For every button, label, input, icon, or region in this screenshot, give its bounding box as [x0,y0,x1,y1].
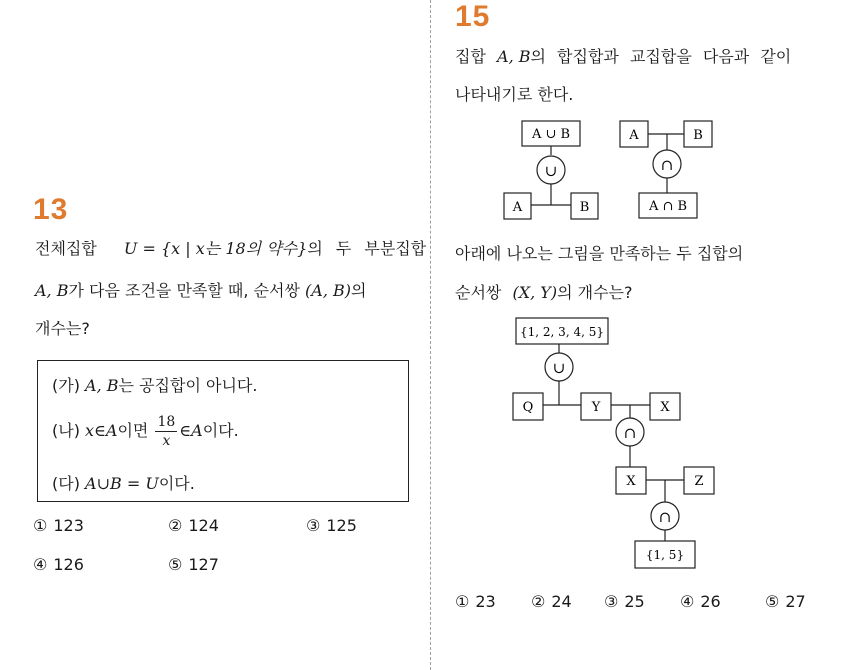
condition-math: A∪B = U [85,474,159,493]
legend-union [504,121,598,219]
choice-mark: ③ [604,592,619,611]
q15-math: A, B [497,47,531,66]
node-label: Z [694,474,704,489]
choice-mark: ① [455,592,470,611]
q15-text: 순서쌍 [455,283,502,302]
node-label: X [626,474,636,489]
q13-math: A, B [35,281,69,300]
q15-text: 집합 [455,47,486,66]
q15-stem-line-4 [455,280,632,303]
node-label: Y [591,400,601,415]
choice-mark: ⑤ [168,555,183,574]
choice-value: 27 [785,592,806,611]
q13-condition-ga [52,373,257,396]
choice-mark: ④ [680,592,695,611]
choice-value: 25 [624,592,645,611]
q13-stem-line-1 [35,236,426,259]
q13-conditions-box [37,360,409,502]
q13-text: 의 [351,281,367,300]
column-divider [430,0,431,670]
q15-text: 의 개수는? [557,283,633,302]
q15-text: 의 합집합과 교집합을 다음과 같이 [530,47,792,66]
choice-value: 125 [326,516,357,535]
choice-value: 123 [53,516,84,535]
q13-math: (A, B) [305,281,351,300]
node-label: B [579,200,590,215]
choice-mark: ⑤ [765,592,780,611]
q15-choice-1[interactable] [455,592,496,611]
condition-text: 이다. [202,421,239,440]
q15-legend-diagrams [500,115,730,225]
q13-text: 가 다음 조건을 만족할 때, 순서쌍 [68,281,300,300]
q13-condition-da [52,471,195,494]
choice-mark: ④ [33,555,48,574]
q13-stem-line-2 [35,278,366,301]
condition-text: 는 공집합이 아니다. [118,376,258,395]
operator-symbol: ∩ [623,424,637,442]
choice-mark: ① [33,516,48,535]
q13-choice-4[interactable] [33,555,84,574]
choice-mark: ③ [306,516,321,535]
q15-main-diagram [500,312,730,577]
condition-label: (다) [52,474,80,493]
q13-condition-na [52,413,239,450]
q13-choice-1[interactable] [33,516,84,535]
q13-stem-line-3: 개수는? [35,319,90,338]
q13-text: 전체집합 [35,239,97,258]
q15-stem-line-3: 아래에 나오는 그림을 만족하는 두 집합의 [455,244,744,263]
q13-universal-set: U = {x | x는 18의 약수} [123,239,308,258]
condition-text: 이면 [117,421,149,440]
node-label: B [693,128,703,143]
node-label: X [660,400,670,415]
condition-math: A, B [85,376,119,395]
choice-value: 26 [700,592,721,611]
q15-stem-line-1 [455,44,791,67]
node-label: A ∩ B [648,199,688,214]
node-label: A ∪ B [531,127,571,142]
question-15-number: 15 [455,0,491,33]
q13-choice-3[interactable] [306,516,357,535]
node-label: {1, 5} [645,548,685,562]
node-label: Q [522,400,534,415]
node-label: A [512,200,523,215]
q15-choice-3[interactable] [604,592,645,611]
choice-mark: ② [531,592,546,611]
condition-math: ∈A [179,421,203,440]
legend-intersection [620,121,712,218]
choice-mark: ② [168,516,183,535]
q13-text: 의 두 부분집합 [307,239,427,258]
question-13-number: 13 [33,193,69,226]
operator-symbol: ∩ [660,156,674,174]
q15-choice-4[interactable] [680,592,721,611]
choice-value: 24 [551,592,572,611]
fraction-numerator: 18 [157,414,176,430]
q15-math: (X, Y) [512,283,558,302]
condition-math: x∈A [85,421,118,440]
choice-value: 23 [475,592,496,611]
condition-label: (나) [52,421,80,440]
choice-value: 124 [188,516,219,535]
q15-stem-line-2: 나타내기로 한다. [455,85,574,104]
condition-label: (가) [52,376,80,395]
node-label: {1, 2, 3, 4, 5} [520,325,604,339]
q15-choice-5[interactable] [765,592,806,611]
fraction-denominator: x [162,433,171,449]
operator-symbol: ∪ [552,359,566,377]
condition-text: 이다. [158,474,195,493]
operator-symbol: ∪ [544,162,558,180]
choice-value: 127 [188,555,219,574]
choice-value: 126 [53,555,84,574]
q13-choice-5[interactable] [168,555,219,574]
q13-choice-2[interactable] [168,516,219,535]
fraction [155,413,177,450]
node-label: A [629,128,639,143]
operator-symbol: ∩ [658,508,672,526]
q15-choice-2[interactable] [531,592,572,611]
